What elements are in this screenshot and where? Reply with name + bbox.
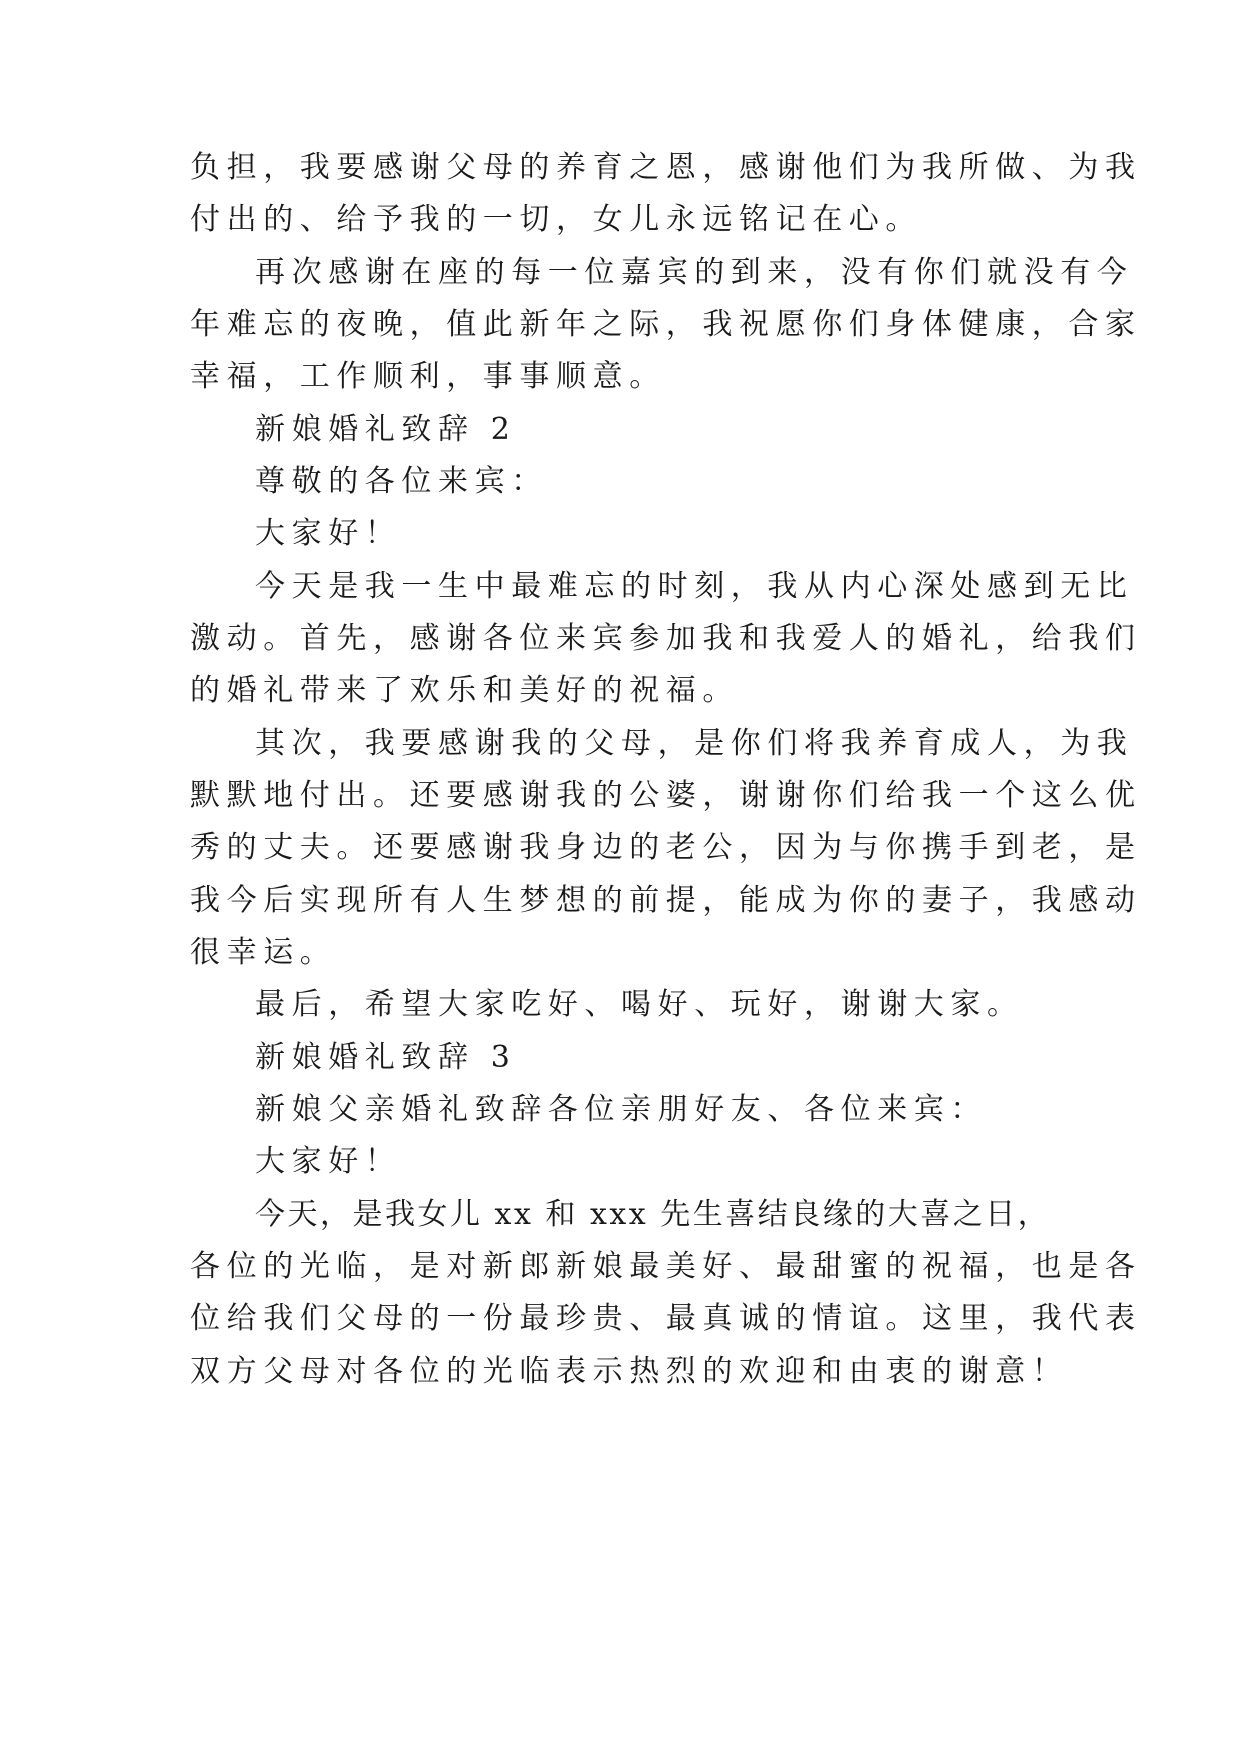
paragraph-start-line: 其次，我要感谢我的父母，是你们将我养育成人，为我	[255, 726, 1134, 761]
text-line: 年难忘的夜晚，值此新年之际，我祝愿你们身体健康，合家	[190, 307, 1142, 342]
greeting: 大家好！	[255, 516, 402, 551]
salutation: 新娘父亲婚礼致辞各位亲朋好友、各位来宾：	[255, 1092, 987, 1127]
section-heading: 新娘婚礼致辞 3	[255, 1040, 517, 1075]
text-line: 各位的光临，是对新郎新娘最美好、最甜蜜的祝福，也是各	[190, 1249, 1142, 1284]
paragraph-start-line: 最后，希望大家吃好、喝好、玩好，谢谢大家。	[255, 987, 1024, 1022]
paragraph-start-line: 今天是我一生中最难忘的时刻，我从内心深处感到无比	[255, 569, 1134, 604]
text-line: 很幸运。	[190, 935, 337, 970]
text-line: 默默地付出。还要感谢我的公婆，谢谢你们给我一个这么优	[190, 778, 1142, 813]
text-line: 双方父母对各位的光临表示热烈的欢迎和由衷的谢意！	[190, 1354, 1069, 1389]
text-line: 位给我们父母的一份最珍贵、最真诚的情谊。这里，我代表	[190, 1301, 1142, 1336]
text-line: 激动。首先，感谢各位来宾参加我和我爱人的婚礼，给我们	[190, 621, 1142, 656]
text-line: 付出的、给予我的一切，女儿永远铭记在心。	[190, 202, 922, 237]
text-line: 我今后实现所有人生梦想的前提，能成为你的妻子，我感动	[190, 883, 1142, 918]
text-line: 的婚礼带来了欢乐和美好的祝福。	[190, 673, 739, 708]
text-line: 负担，我要感谢父母的养育之恩，感谢他们为我所做、为我	[190, 150, 1142, 185]
text-line: 秀的丈夫。还要感谢我身边的老公，因为与你携手到老，是	[190, 830, 1142, 865]
paragraph-start-line: 再次感谢在座的每一位嘉宾的到来，没有你们就没有今	[255, 255, 1134, 290]
text-line: 幸福，工作顺利，事事顺意。	[190, 359, 666, 394]
greeting: 大家好！	[255, 1144, 402, 1179]
section-heading: 新娘婚礼致辞 2	[255, 412, 517, 447]
salutation: 尊敬的各位来宾：	[255, 464, 548, 499]
paragraph-start-line: 今天，是我女儿 xx 和 xxx 先生喜结良缘的大喜之日，	[255, 1197, 1051, 1232]
